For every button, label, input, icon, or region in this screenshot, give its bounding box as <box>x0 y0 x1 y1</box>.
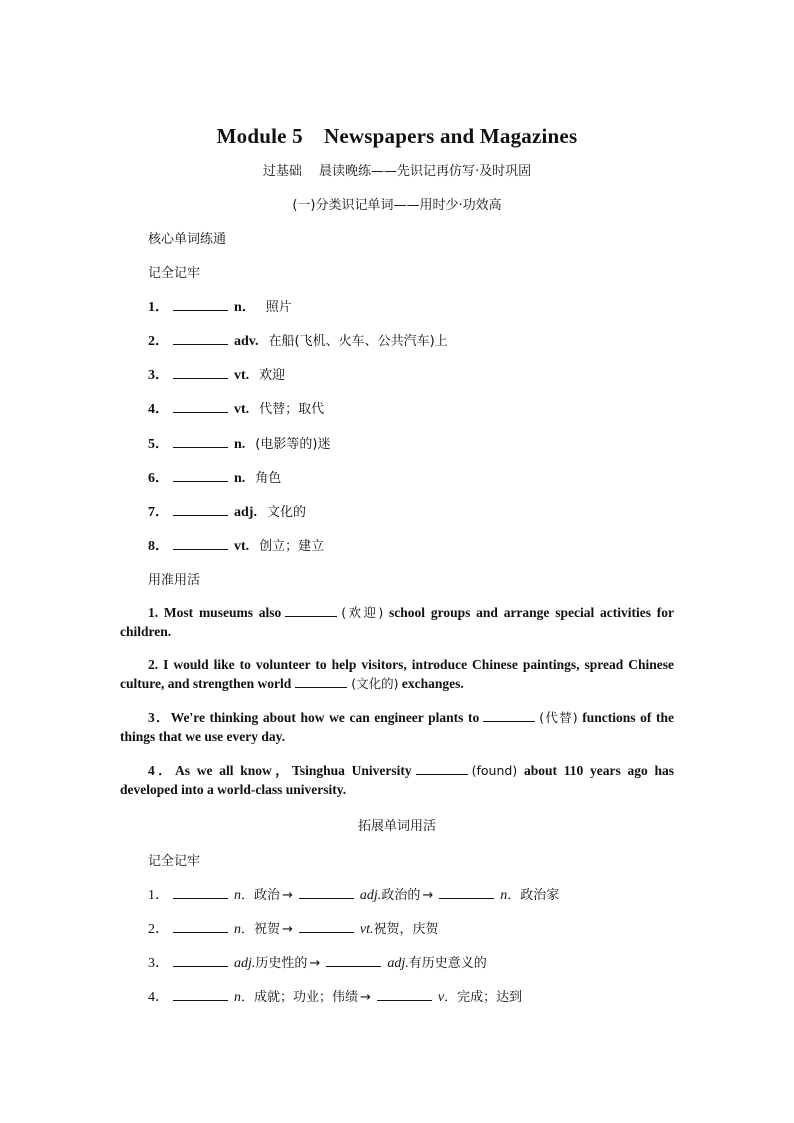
core-item <box>148 364 285 384</box>
answer-blank[interactable] <box>439 887 494 899</box>
answer-blank[interactable] <box>285 606 337 617</box>
ext-item <box>148 952 487 972</box>
sentence-text: 4．As we all know，Tsinghua University <box>148 763 412 778</box>
meaning: 有历史意义的 <box>408 956 487 971</box>
part-of-speech: adj. <box>387 956 409 971</box>
usage-sentence <box>120 603 674 641</box>
answer-blank[interactable] <box>173 921 228 933</box>
meaning: 文化的 <box>266 505 306 520</box>
page-title: Module 5 Newspapers and Magazines <box>216 124 578 148</box>
answer-blank[interactable] <box>173 470 228 482</box>
item-number: 2． <box>148 334 169 349</box>
item-number: 1． <box>148 888 169 903</box>
part-of-speech: adj. <box>234 505 257 520</box>
ext-heading: 拓展单词用活 <box>357 819 436 834</box>
answer-blank[interactable] <box>173 989 228 1001</box>
part-of-speech: v <box>437 990 445 1005</box>
answer-blank[interactable] <box>173 436 228 448</box>
answer-blank[interactable] <box>295 677 347 688</box>
answer-blank[interactable] <box>326 955 381 967</box>
answer-blank[interactable] <box>173 538 228 550</box>
part-of-speech: n. <box>234 437 246 452</box>
arrow-icon: → <box>282 922 293 937</box>
answer-blank[interactable] <box>299 887 354 899</box>
part-of-speech: n <box>234 990 241 1005</box>
sentence-text: about 110 years ago has developed into a world-class university. <box>120 763 675 797</box>
part-of-speech: adj. <box>234 956 256 971</box>
usage-sentence <box>120 761 674 799</box>
sentence-text: school groups and arrange special activities for children. <box>120 605 675 639</box>
usage-sentence <box>120 655 674 693</box>
ext-item <box>148 884 559 904</box>
arrow-icon: → <box>422 888 434 903</box>
sentence-text: exchanges. <box>401 676 464 691</box>
core-heading: 核心单词练通 <box>148 232 227 247</box>
answer-blank[interactable] <box>483 711 535 722</box>
core-item <box>148 398 324 418</box>
answer-blank[interactable] <box>173 401 228 413</box>
meaning: ．成就；功业；伟绩 <box>241 990 359 1005</box>
item-number: 4． <box>148 402 169 417</box>
item-number: 1． <box>148 300 169 315</box>
core-item <box>148 467 281 487</box>
meaning: 祝贺，庆贺 <box>373 922 439 937</box>
sentence-text: 2. I would like to volunteer to help visitors, introduce Chinese paintings, spread Chinese culture, and strengthen world <box>120 657 674 691</box>
answer-blank[interactable] <box>173 299 228 311</box>
answer-blank[interactable] <box>173 504 228 516</box>
part-of-speech: n <box>234 888 241 903</box>
meaning: ．政治家 <box>507 888 560 903</box>
meaning: 欢迎 <box>259 368 286 383</box>
meaning: ．祝贺 <box>241 922 281 937</box>
usage-heading: 用准用活 <box>148 573 201 588</box>
ext-item <box>148 918 439 938</box>
part-of-speech: adv. <box>234 334 259 349</box>
sentence-hint: (代替) <box>539 710 578 725</box>
core-item <box>148 501 306 521</box>
sentence-text: 1. Most museums also <box>148 605 282 620</box>
answer-blank[interactable] <box>299 921 354 933</box>
meaning: (电影等的)迷 <box>255 437 331 452</box>
core-item <box>148 330 448 350</box>
part-of-speech: n． <box>234 300 256 315</box>
subtitle-section: 过基础 晨读晚练——先识记再仿写·及时巩固 <box>262 164 532 179</box>
arrow-icon: → <box>282 888 293 903</box>
meaning: 照片 <box>265 300 292 315</box>
part-of-speech: vt. <box>234 539 250 554</box>
subtitle-subsection: (一)分类识记单词——用时少·功效高 <box>292 198 502 213</box>
answer-blank[interactable] <box>173 367 228 379</box>
sentence-text: functions of the things that we use every day. <box>120 710 674 744</box>
part-of-speech: n <box>234 922 241 937</box>
meaning: 历史性的 <box>255 956 308 971</box>
part-of-speech: n <box>500 888 508 903</box>
part-of-speech: vt. <box>234 368 250 383</box>
item-number: 8． <box>148 539 169 554</box>
core-item <box>148 535 324 555</box>
item-number: 2． <box>148 922 169 937</box>
item-number: 5． <box>148 437 169 452</box>
item-number: 3． <box>148 368 169 383</box>
usage-sentence <box>120 708 674 746</box>
answer-blank[interactable] <box>173 887 228 899</box>
meaning: 角色 <box>255 471 282 486</box>
item-number: 3． <box>148 956 169 971</box>
meaning: 代替；取代 <box>259 402 325 417</box>
meaning: 创立；建立 <box>259 539 325 554</box>
sentence-text: 3．We're thinking about how we can engineer plants to <box>148 710 480 725</box>
ext-item <box>148 986 522 1006</box>
meaning: 政治的 <box>381 888 421 903</box>
part-of-speech: adj. <box>359 888 382 903</box>
item-number: 4． <box>148 990 169 1005</box>
core-item <box>148 433 330 453</box>
core-item <box>148 296 292 316</box>
answer-blank[interactable] <box>377 989 432 1001</box>
part-of-speech: vt. <box>234 402 250 417</box>
part-of-speech: n. <box>234 471 246 486</box>
answer-blank[interactable] <box>173 333 228 345</box>
meaning: 在船(飞机、火车、公共汽车)上 <box>268 334 448 349</box>
answer-blank[interactable] <box>416 764 468 775</box>
arrow-icon: → <box>360 990 371 1005</box>
arrow-icon: → <box>309 956 321 971</box>
sentence-hint: (found) <box>471 763 518 778</box>
part-of-speech: vt. <box>359 922 374 937</box>
answer-blank[interactable] <box>173 955 228 967</box>
item-number: 7． <box>148 505 169 520</box>
meaning: ．政治 <box>241 888 281 903</box>
core-memo-label: 记全记牢 <box>148 266 201 281</box>
sentence-hint: (文化的) <box>351 676 399 691</box>
ext-memo-label: 记全记牢 <box>148 854 201 869</box>
sentence-hint: (欢迎) <box>341 605 384 620</box>
meaning: ．完成；达到 <box>444 990 523 1005</box>
item-number: 6． <box>148 471 169 486</box>
